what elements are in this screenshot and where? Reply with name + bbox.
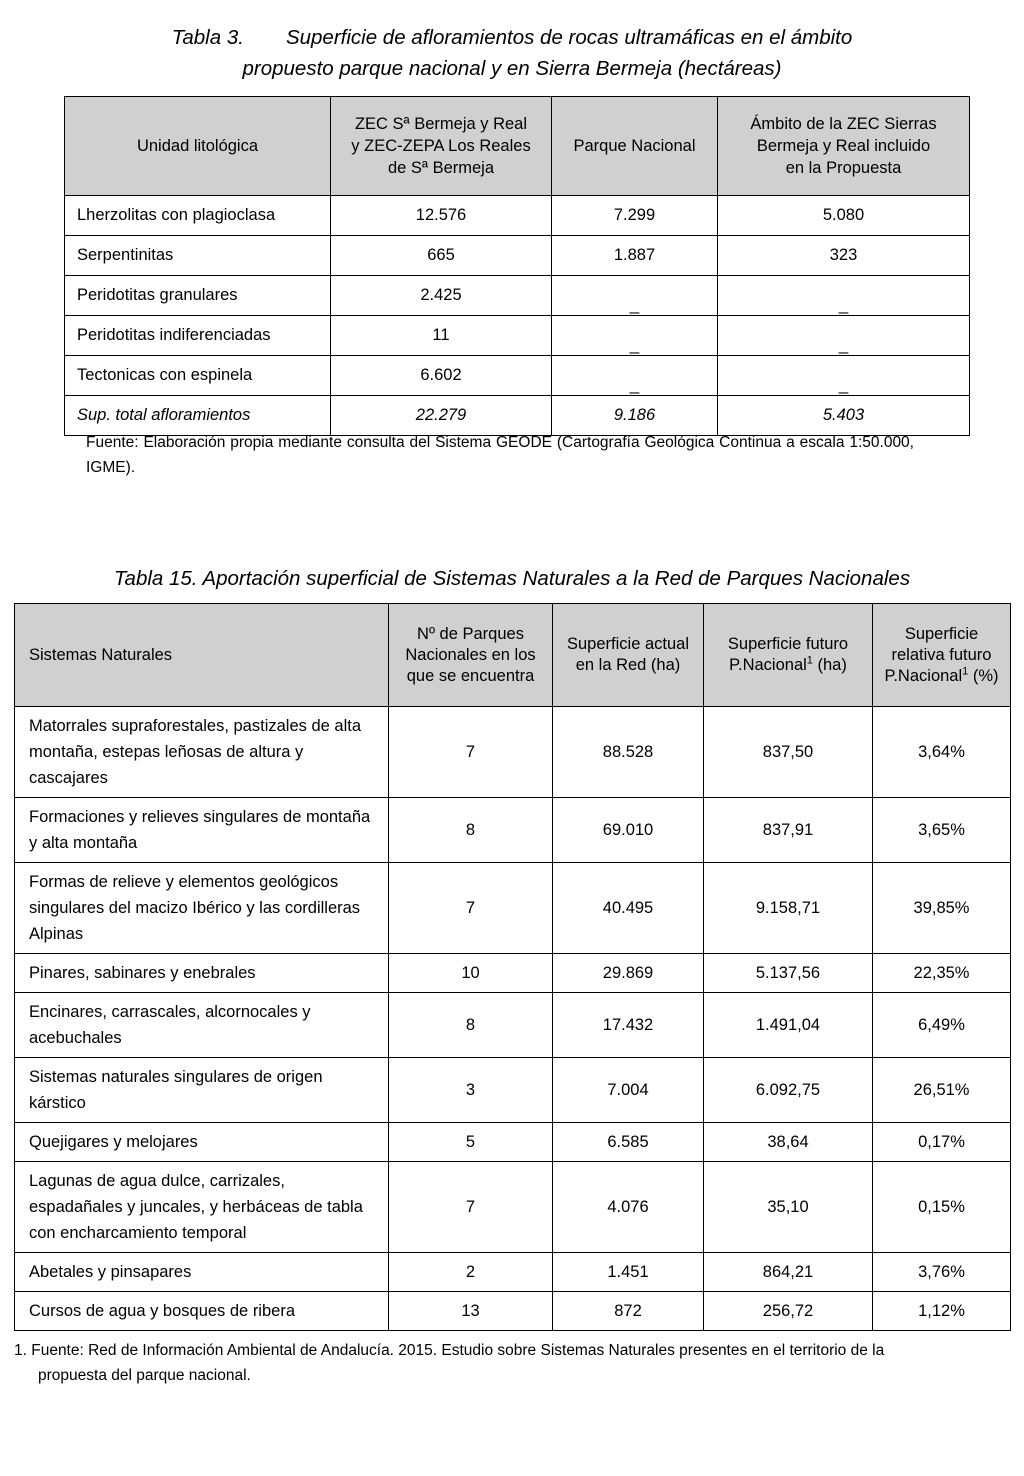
row-value-zec: 11 [331,316,552,356]
table-15-header-sistemas-naturales [15,604,389,707]
row-value-zec: 665 [331,236,552,276]
table-row [65,236,970,276]
row-value-parque-nacional: 7.299 [552,196,718,236]
header-text-line3: P.Nacional [884,666,963,685]
row-value-superficie-futuro: 837,50 [704,707,873,798]
header-text-line2: Nacionales en los [405,645,536,664]
table-3-caption-line1: Superficie de afloramientos de rocas ultramáficas en el ámbito [285,26,853,49]
row-value-superficie-futuro: 5.137,56 [704,954,873,993]
row-value-superficie-relativa: 0,17% [873,1123,1011,1162]
total-label: Sup. total afloramientos [65,396,331,436]
row-name: Encinares, carrascales, alcornocales y acebuchales [15,993,389,1058]
table-3 [64,96,970,436]
table-15-header-row [15,604,1011,707]
row-value-ambito: 5.080 [718,196,970,236]
row-name: Pinares, sabinares y enebrales [15,954,389,993]
row-name: Abetales y pinsapares [15,1253,389,1292]
empty-dash: _ [838,374,849,394]
row-value-parques: 8 [389,798,553,863]
table-15-header-superficie-relativa-futuro [873,604,1011,707]
table-15-footnote [14,1338,1010,1388]
table-3-source-note: Fuente: Elaboración propia mediante consulta del Sistema GEODE (Cartografía Geológica Continua a escala 1:50.000, IGME). [86,434,914,476]
table-15-header-superficie-actual [553,604,704,707]
row-value-superficie-relativa: 3,65% [873,798,1011,863]
row-value-parques: 5 [389,1123,553,1162]
table-row [65,356,970,396]
row-name: Matorrales supraforestales, pastizales de alta montaña, estepas leñosas de altura y cascajares [15,707,389,798]
row-value-parques: 7 [389,863,553,954]
row-value-superficie-futuro: 1.491,04 [704,993,873,1058]
total-value-parque-nacional: 9.186 [552,396,718,436]
empty-dash: _ [838,294,849,314]
header-text-line1: ZEC Sª Bermeja y Real [354,115,528,133]
row-value-zec: 6.602 [331,356,552,396]
row-value-superficie-relativa: 0,15% [873,1162,1011,1253]
header-text-unit: (%) [968,666,999,685]
row-value-superficie-actual: 7.004 [553,1058,704,1123]
header-text-unit: (ha) [812,656,847,674]
row-name: Formas de relieve y elementos geológicos singulares del macizo Ibérico y las cordilleras Alpinas [15,863,389,954]
table-3-header-unidad-litologica [65,97,331,196]
table-row [65,276,970,316]
row-value-superficie-actual: 872 [553,1292,704,1331]
header-text: Unidad litológica [136,137,259,155]
table-3-caption-label: Tabla 3. [171,26,244,49]
table-3-header-row [65,97,970,196]
footnote-marker: 1 [962,665,969,677]
header-text-line3: que se encuentra [406,666,535,685]
table-15-caption: Tabla 15. Aportación superficial de Sistemas Naturales a la Red de Parques Nacionales [113,567,911,590]
row-value-superficie-actual: 6.585 [553,1123,704,1162]
row-label: Serpentinitas [65,236,331,276]
row-label: Tectonicas con espinela [65,356,331,396]
row-value-superficie-actual: 29.869 [553,954,704,993]
table-row [15,798,1011,863]
row-value-ambito [718,276,970,316]
row-value-zec: 2.425 [331,276,552,316]
row-value-superficie-futuro: 9.158,71 [704,863,873,954]
footnote-line2: propuesta del parque nacional. [38,1367,251,1384]
row-name: Sistemas naturales singulares de origen kárstico [15,1058,389,1123]
row-value-parque-nacional [552,276,718,316]
table-row [15,1123,1011,1162]
total-value-zec: 22.279 [331,396,552,436]
row-name: Lagunas de agua dulce, carrizales, espadañales y juncales, y herbáceas de tabla con encharcamiento temporal [15,1162,389,1253]
table-row [65,316,970,356]
empty-dash: _ [629,294,640,314]
header-text-line1: Ámbito de la ZEC Sierras [750,115,937,133]
row-value-superficie-relativa: 3,76% [873,1253,1011,1292]
row-value-superficie-relativa: 22,35% [873,954,1011,993]
table-3-block [0,0,1024,476]
row-value-parques: 7 [389,1162,553,1253]
row-value-superficie-actual: 40.495 [553,863,704,954]
row-name: Cursos de agua y bosques de ribera [15,1292,389,1331]
row-value-parques: 7 [389,707,553,798]
row-value-superficie-actual: 1.451 [553,1253,704,1292]
table-3-caption-line2: propuesto parque nacional y en Sierra Bermeja (hectáreas) [242,57,782,80]
table-15-header-numero-parques [389,604,553,707]
table-row [15,954,1011,993]
row-value-superficie-relativa: 39,85% [873,863,1011,954]
header-text-line1: Superficie futuro [727,635,849,653]
table-row [15,863,1011,954]
empty-dash: _ [629,374,640,394]
header-text-line1: Superficie actual [567,635,689,653]
footnote-marker: 1 [806,654,813,667]
table-row [15,1292,1011,1331]
row-value-superficie-actual: 4.076 [553,1162,704,1253]
empty-dash: _ [629,334,640,354]
row-value-parque-nacional [552,356,718,396]
header-text-line3: en la Propuesta [785,159,902,177]
row-value-superficie-actual: 69.010 [553,798,704,863]
table-row [15,993,1011,1058]
row-value-superficie-relativa: 1,12% [873,1292,1011,1331]
row-value-parque-nacional [552,316,718,356]
row-value-superficie-relativa: 3,64% [873,707,1011,798]
header-text-line1: Nº de Parques [417,624,524,643]
table-15 [14,603,1011,1331]
row-value-parques: 13 [389,1292,553,1331]
table-3-header-ambito [718,97,970,196]
header-text-line1: Superficie [904,624,979,643]
row-value-superficie-actual: 17.432 [553,993,704,1058]
row-value-parques: 2 [389,1253,553,1292]
header-text: Sistemas Naturales [29,645,173,664]
row-value-superficie-relativa: 26,51% [873,1058,1011,1123]
table-row [65,196,970,236]
row-value-parques: 8 [389,993,553,1058]
row-value-superficie-futuro: 837,91 [704,798,873,863]
table-3-header-zec [331,97,552,196]
row-name: Quejigares y melojares [15,1123,389,1162]
table-3-header-parque-nacional [552,97,718,196]
table-15-header-superficie-futuro-ha [704,604,873,707]
row-value-superficie-futuro: 38,64 [704,1123,873,1162]
row-value-superficie-relativa: 6,49% [873,993,1011,1058]
row-value-superficie-futuro: 35,10 [704,1162,873,1253]
row-name: Formaciones y relieves singulares de montaña y alta montaña [15,798,389,863]
table-row [15,1058,1011,1123]
row-value-ambito [718,316,970,356]
header-text-line2: Bermeja y Real incluido [756,137,931,155]
table-row [15,1162,1011,1253]
header-text-line2: P.Nacional [729,656,807,674]
row-label: Peridotitas indiferenciadas [65,316,331,356]
header-text: Parque Nacional [573,137,696,155]
footnote-line1: 1. Fuente: Red de Información Ambiental de Andalucía. 2015. Estudio sobre Sistemas Naturales presentes en el territorio de la [14,1342,885,1359]
header-text-line2: en la Red (ha) [575,656,681,674]
empty-dash: _ [838,334,849,354]
row-value-ambito: 323 [718,236,970,276]
row-value-parques: 10 [389,954,553,993]
row-value-parques: 3 [389,1058,553,1123]
row-label: Lherzolitas con plagioclasa [65,196,331,236]
row-value-superficie-actual: 88.528 [553,707,704,798]
header-text-line2: y ZEC-ZEPA Los Reales [351,137,531,155]
header-text-line2: relativa futuro [891,645,992,664]
row-value-parque-nacional: 1.887 [552,236,718,276]
row-value-superficie-futuro: 6.092,75 [704,1058,873,1123]
table-row [15,1253,1011,1292]
table-row [15,707,1011,798]
row-value-ambito [718,356,970,396]
table-3-caption [0,0,1024,84]
header-text-line3: de Sª Bermeja [387,159,495,177]
row-value-superficie-futuro: 864,21 [704,1253,873,1292]
row-value-superficie-futuro: 256,72 [704,1292,873,1331]
row-value-zec: 12.576 [331,196,552,236]
row-label: Peridotitas granulares [65,276,331,316]
total-value-ambito: 5.403 [718,396,970,436]
